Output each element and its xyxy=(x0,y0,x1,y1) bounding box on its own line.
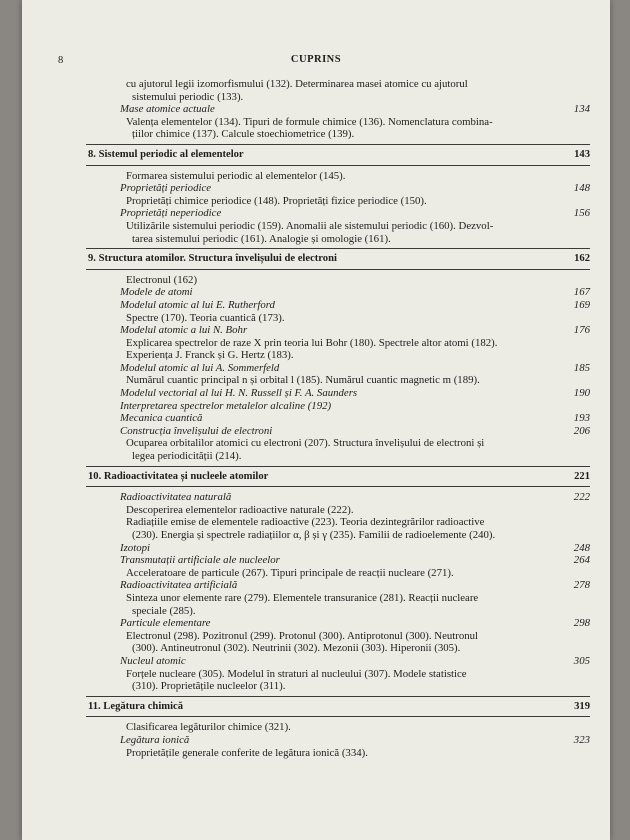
topic-text: (300). Antineutronul (302). Neutrinii (302). Mezonii (303). Hiperonii (305). xyxy=(132,642,461,655)
toc-topic-line xyxy=(68,170,590,183)
topic-text: Sinteza unor elemente rare (279). Elementele transuranice (281). Reacții nucleare xyxy=(126,591,479,604)
toc-topic-line xyxy=(68,78,590,91)
toc-topic-line xyxy=(68,529,590,542)
page-ref: 221 xyxy=(574,470,590,482)
toc-topic-line xyxy=(68,128,590,141)
page-ref: 143 xyxy=(574,148,590,160)
topic-text: Formarea sistemului periodic al elementelor (145). xyxy=(126,169,346,182)
toc-section-entry xyxy=(68,491,590,504)
toc-chapter-entry xyxy=(68,149,590,162)
section-title: Modelul vectorial al lui H. N. Russell și F. A. Saunders xyxy=(120,387,358,400)
chapter-divider xyxy=(86,165,590,166)
section-title: Proprietăți periodice xyxy=(120,182,212,195)
page-ref: 169 xyxy=(573,298,590,311)
page-ref: 167 xyxy=(573,286,590,299)
toc-topic-line xyxy=(68,630,590,643)
toc-topic-line xyxy=(68,516,590,529)
page-ref: 185 xyxy=(573,361,590,374)
toc-section-entry xyxy=(68,400,590,413)
toc-topic-line xyxy=(68,680,590,693)
toc-topic-line xyxy=(68,592,590,605)
toc-section-entry xyxy=(68,362,590,375)
toc-topic-line xyxy=(68,349,590,362)
topic-text: Spectre (170). Teoria cuantică (173). xyxy=(126,311,285,324)
page-ref: 264 xyxy=(573,554,590,567)
toc-topic-line xyxy=(68,274,590,287)
toc-section-entry xyxy=(68,554,590,567)
toc-topic-line xyxy=(68,721,590,734)
toc-topic-line xyxy=(68,605,590,618)
section-title: Modele de atomi xyxy=(120,286,193,299)
page-ref: 248 xyxy=(573,541,590,554)
toc-topic-line xyxy=(68,312,590,325)
page-ref: 319 xyxy=(574,700,590,712)
toc-section-entry xyxy=(68,579,590,592)
table-of-contents xyxy=(68,78,590,759)
toc-chapter-entry xyxy=(68,253,590,266)
toc-section-entry xyxy=(68,286,590,299)
toc-topic-line xyxy=(68,642,590,655)
topic-text: Clasificarea legăturilor chimice (321). xyxy=(126,721,291,734)
chapter-divider xyxy=(86,144,590,145)
section-title: Mase atomice actuale xyxy=(120,103,215,116)
toc-topic-line xyxy=(68,195,590,208)
section-title: Construcția învelișului de electroni xyxy=(120,424,273,437)
topic-text: Explicarea spectrelor de raze X prin teoria lui Bohr (180). Spectrele altor atomi (182). xyxy=(126,336,498,349)
chapter-divider xyxy=(86,248,590,249)
page-ref: 176 xyxy=(573,324,590,337)
page-ref: 134 xyxy=(573,103,590,116)
topic-text: Experiența J. Franck și G. Hertz (183). xyxy=(126,349,294,362)
page-number: 8 xyxy=(58,55,64,66)
section-title: Mecanica cuantică xyxy=(120,412,203,425)
page-ref: 156 xyxy=(573,207,590,220)
page-ref: 298 xyxy=(573,617,590,630)
toc-topic-line xyxy=(68,437,590,450)
section-title: Legătura ionică xyxy=(120,733,190,746)
toc-chapter-entry xyxy=(68,701,590,714)
page-ref: 222 xyxy=(573,491,590,504)
chapter-title: 8. Sistemul periodic al elementelor xyxy=(88,148,244,160)
toc-topic-line xyxy=(68,450,590,463)
section-title: Transmutații artificiale ale nucleelor xyxy=(120,554,280,567)
page-ref: 190 xyxy=(573,387,590,400)
section-title: Proprietăți neperiodice xyxy=(120,207,222,220)
page-ref: 323 xyxy=(573,733,590,746)
page-ref: 148 xyxy=(573,182,590,195)
toc-topic-line xyxy=(68,374,590,387)
toc-section-entry xyxy=(68,182,590,195)
topic-text: cu ajutorul legii izomorfismului (132). Determinarea masei atomice cu ajutorul xyxy=(126,78,468,90)
topic-text: Acceleratoare de particule (267). Tipuri principale de reacții nucleare (271). xyxy=(126,566,454,579)
toc-section-entry xyxy=(68,387,590,400)
toc-section-entry xyxy=(68,542,590,555)
topic-text: tarea sistemului periodic (161). Analogie și omologie (161). xyxy=(132,232,391,245)
toc-topic-line xyxy=(68,91,590,104)
toc-section-entry xyxy=(68,103,590,116)
toc-section-entry xyxy=(68,324,590,337)
page-title: CUPRINS xyxy=(290,54,342,65)
topic-text: sistemului periodic (133). xyxy=(132,90,244,103)
section-title: Modelul atomic al lui A. Sommerfeld xyxy=(120,361,280,374)
toc-topic-line xyxy=(68,220,590,233)
toc-topic-line xyxy=(68,567,590,580)
toc-chapter-entry xyxy=(68,471,590,484)
section-title: Modelul atomic al lui E. Rutherford xyxy=(120,298,275,311)
topic-text: Proprietăți chimice periodice (148). Proprietăți fizice periodice (150). xyxy=(126,194,427,207)
toc-section-entry xyxy=(68,655,590,668)
toc-topic-line xyxy=(68,116,590,129)
section-title: Nucleul atomic xyxy=(120,654,186,667)
section-title: Particule elementare xyxy=(120,617,211,630)
section-title: Interpretarea spectrelor metalelor alcaline (192) xyxy=(120,399,332,412)
document-page xyxy=(22,0,610,840)
topic-text: Forțele nucleare (305). Modelul în straturi al nucleului (307). Modele statistice xyxy=(126,667,467,680)
toc-section-entry xyxy=(68,425,590,438)
chapter-divider xyxy=(86,466,590,467)
chapter-title: 10. Radioactivitatea și nucleele atomilor xyxy=(88,470,269,482)
page-header xyxy=(22,54,610,70)
section-title: Modelul atomic a lui N. Bohr xyxy=(120,324,248,337)
chapter-divider xyxy=(86,269,590,270)
page-ref: 278 xyxy=(573,579,590,592)
page-ref: 305 xyxy=(573,654,590,667)
section-title: Izotopi xyxy=(120,541,150,554)
chapter-title: 11. Legătura chimică xyxy=(88,700,184,712)
toc-section-entry xyxy=(68,617,590,630)
topic-text: Electronul (298). Pozitronul (299). Protonul (300). Antiprotonul (300). Neutronul xyxy=(126,629,479,642)
chapter-divider xyxy=(86,486,590,487)
topic-text: Proprietățile generale conferite de legătura ionică (334). xyxy=(126,746,368,759)
topic-text: speciale (285). xyxy=(132,604,196,617)
topic-text: țiilor chimice (137). Calcule stoechiometrice (139). xyxy=(132,128,355,141)
chapter-title: 9. Structura atomilor. Structura învelișului de electroni xyxy=(88,253,337,265)
topic-text: legea periodicității (214). xyxy=(132,450,242,463)
toc-section-entry xyxy=(68,734,590,747)
topic-text: Electronul (162) xyxy=(126,273,198,286)
chapter-divider xyxy=(86,696,590,697)
section-title: Radioactivitatea naturală xyxy=(120,491,232,504)
topic-text: Descoperirea elementelor radioactive naturale (222). xyxy=(126,503,354,516)
toc-topic-line xyxy=(68,747,590,760)
topic-text: Valența elementelor (134). Tipuri de formule chimice (136). Nomenclatura combina- xyxy=(126,115,493,128)
topic-text: (230). Energia și spectrele radiațiilor α, β și γ (235). Familii de radioelemente (240). xyxy=(132,529,496,541)
toc-topic-line xyxy=(68,233,590,246)
topic-text: Ocuparea orbitalilor atomici cu electroni (207). Structura învelișului de electroni și xyxy=(126,437,485,450)
chapter-divider xyxy=(86,716,590,717)
toc-section-entry xyxy=(68,412,590,425)
toc-topic-line xyxy=(68,337,590,350)
toc-section-entry xyxy=(68,299,590,312)
topic-text: Numărul cuantic principal n și orbital l (185). Numărul cuantic magnetic m (189). xyxy=(126,374,480,387)
section-title: Radioactivitatea artificială xyxy=(120,579,238,592)
toc-topic-line xyxy=(68,668,590,681)
page-ref: 162 xyxy=(574,253,590,265)
toc-topic-line xyxy=(68,504,590,517)
topic-text: Utilizările sistemului periodic (159). Anomalii ale sistemului periodic (160). Dezvol- xyxy=(126,219,494,232)
toc-section-entry xyxy=(68,207,590,220)
page-ref: 193 xyxy=(573,412,590,425)
topic-text: (310). Proprietățile nucleelor (311). xyxy=(132,680,286,693)
page-ref: 206 xyxy=(573,424,590,437)
topic-text: Radiațiile emise de elementele radioactive (223). Teoria dezintegrărilor radioactive xyxy=(126,516,485,529)
